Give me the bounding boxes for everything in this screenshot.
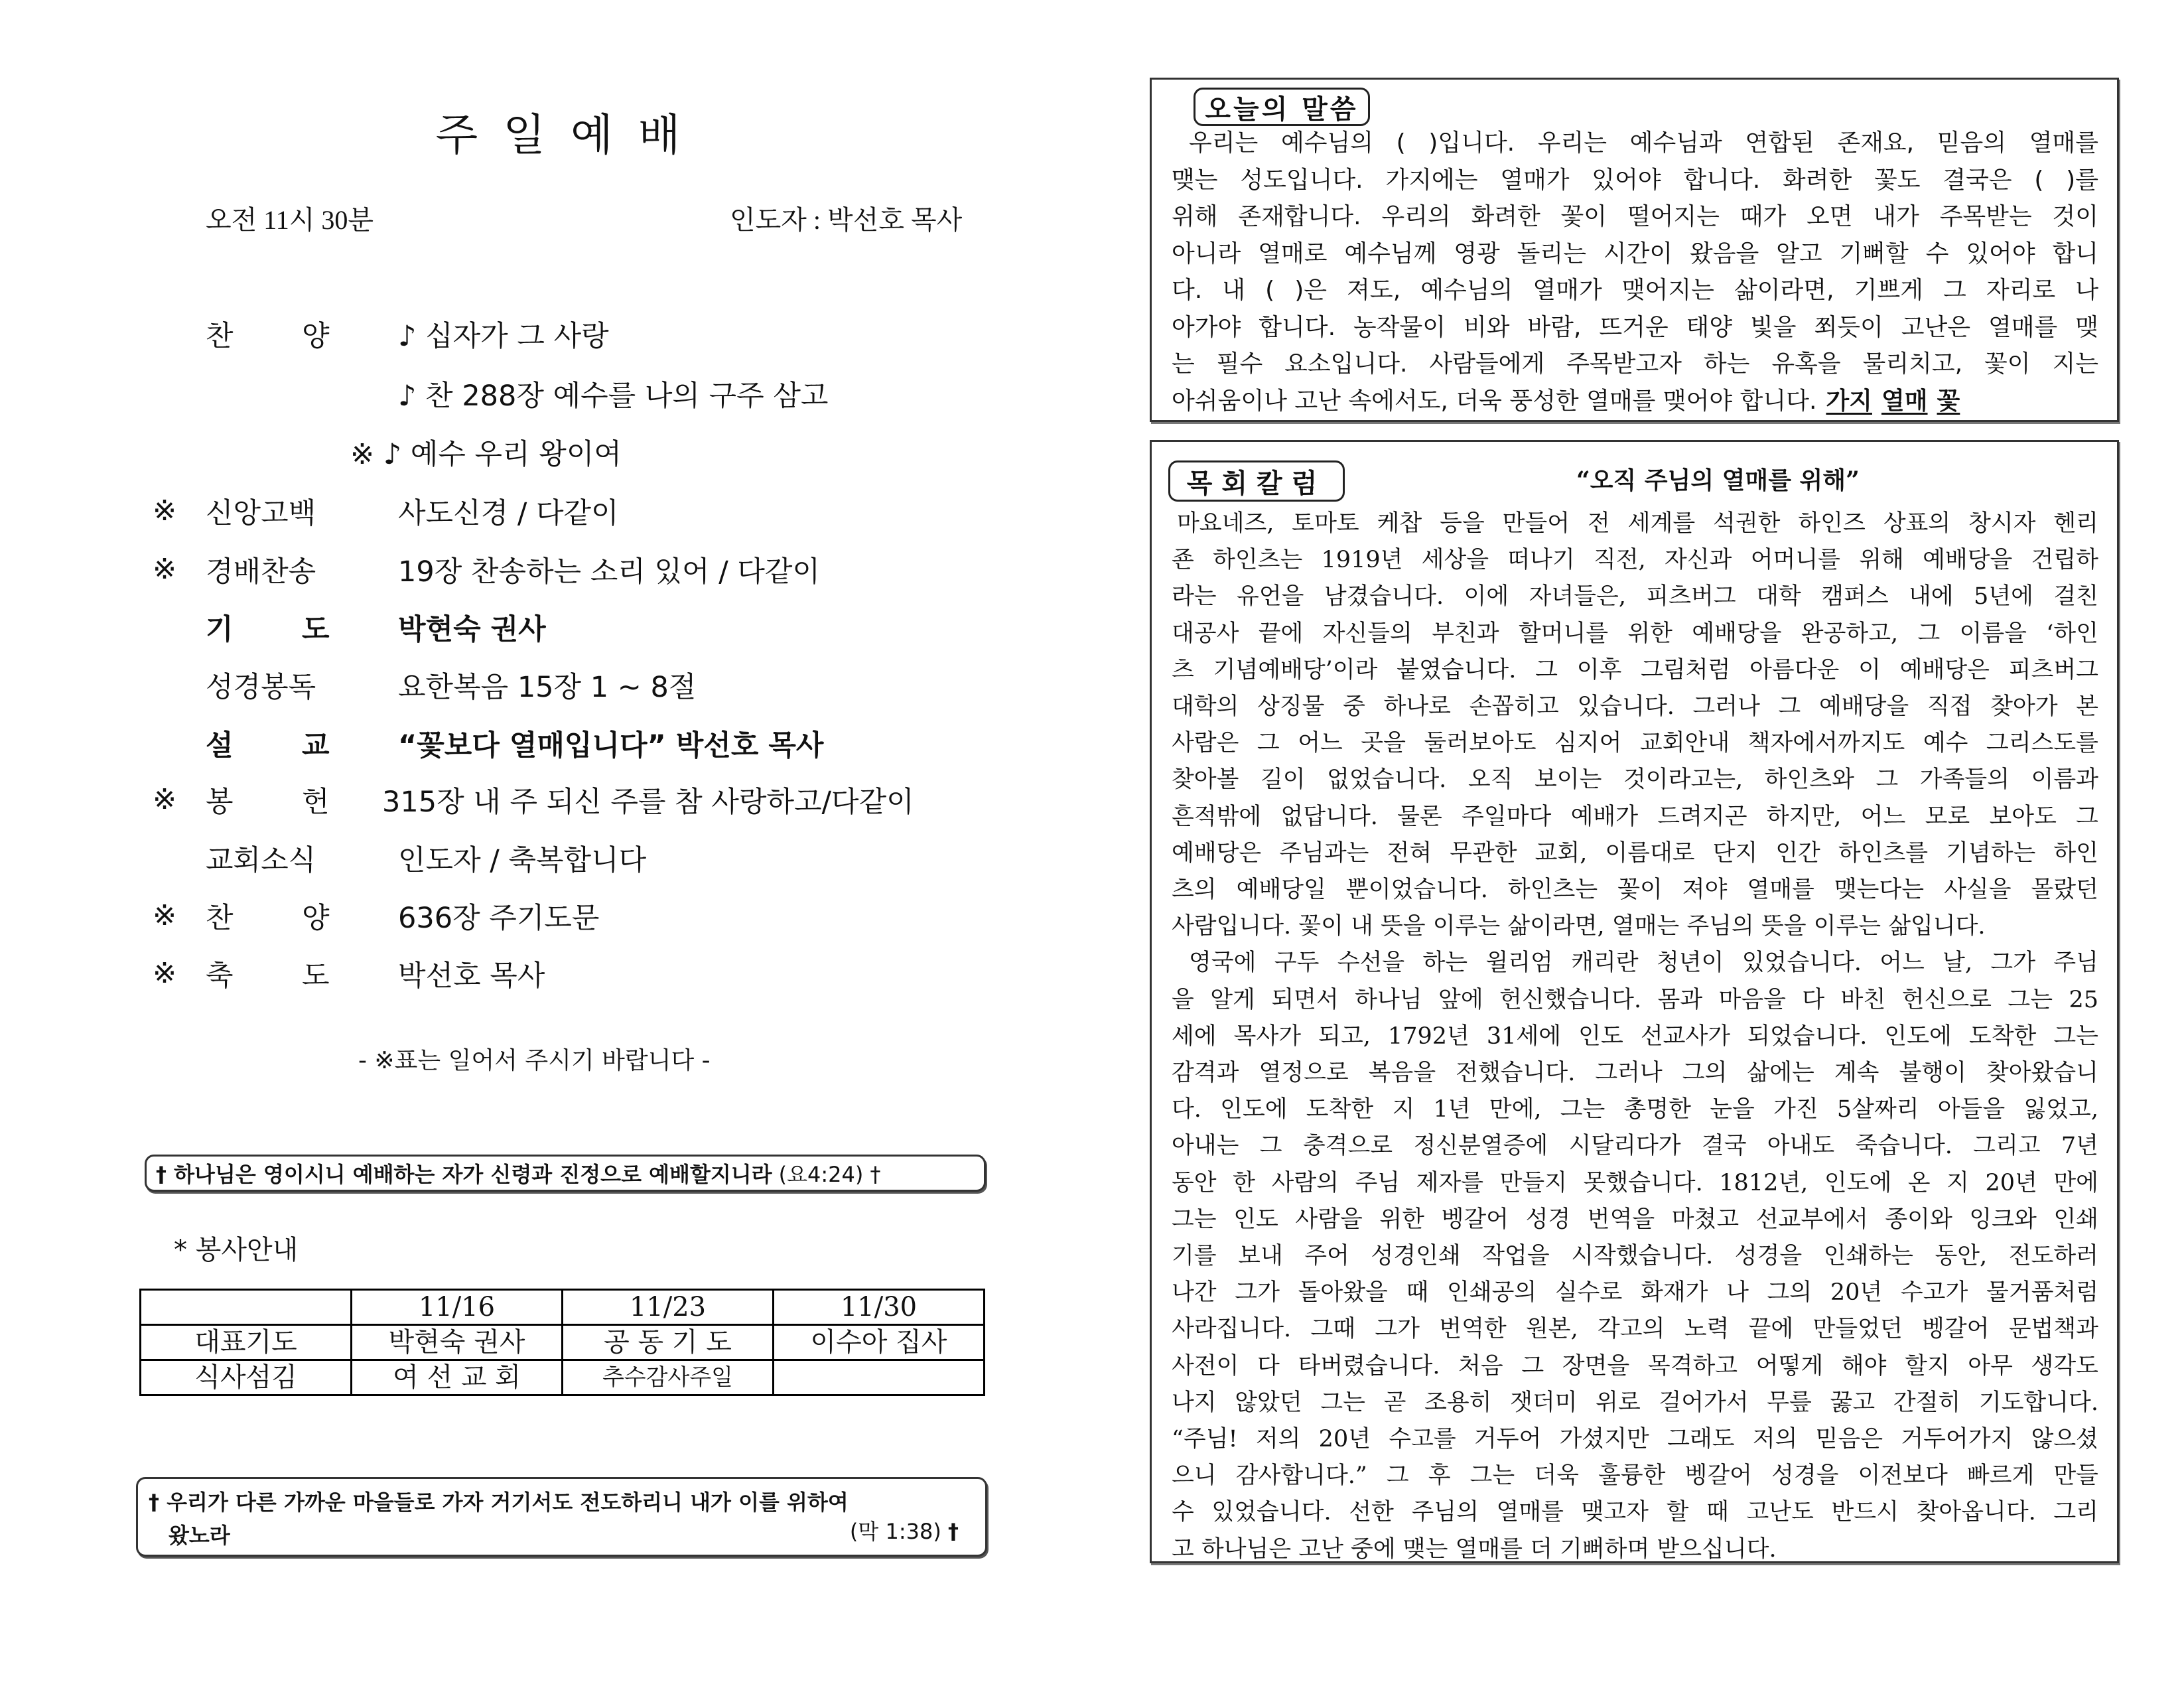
order-item xyxy=(153,950,545,997)
text-line: 흔적밖에 없답니다. 물론 주일마다 예배가 드려지곤 하지만, 어느 모로 보아도 그 xyxy=(1172,803,2098,830)
standing-mark: ※ xyxy=(153,957,177,990)
verse-line-2: 왔노라 xyxy=(169,1523,230,1548)
text-line: 으니 감사합니다.” 그 후 그는 더욱 훌륭한 벵갈어 성경을 이전보다 빠르게 만들 xyxy=(1172,1462,2098,1490)
order-value: ♪ 십자가 그 사랑 xyxy=(398,319,609,353)
text-line xyxy=(1172,162,2098,199)
order-item xyxy=(153,720,823,766)
order-label xyxy=(206,314,398,354)
text-line: 찾아볼 길이 없었습니다. 오직 보이는 것이라고는, 하인츠와 그 가족들의 이름과 xyxy=(1172,766,2098,794)
text-line: 나간 그가 돌아왔을 때 인쇄공의 실수로 화재가 나 그의 20년 수고가 물거품처럼 xyxy=(1172,1279,2098,1306)
order-label-part: 도 xyxy=(302,959,330,993)
table-cell: 식사섬김 xyxy=(141,1360,352,1395)
order-label-part: 도 xyxy=(302,612,330,646)
verse-text: † 하나님은 영이시니 예배하는 자가 신령과 진정으로 예배할지니라 xyxy=(156,1162,772,1187)
order-item xyxy=(153,776,914,823)
answer-keyword: 열매 xyxy=(1881,387,1928,415)
order-item xyxy=(153,604,546,650)
verse-line-1: † 우리가 다른 가까운 마을들로 가자 거기서도 전도하리니 내가 이를 위하여 xyxy=(149,1490,849,1515)
service-leader: 인도자 : 박선호 목사 xyxy=(730,205,963,235)
pastoral-column-title: “오직 주님의 열매를 위해” xyxy=(1576,466,1860,494)
text-line: 대공사 끝에 자신들의 부친과 할머니를 위한 예배당을 완공하고, 그 이름을 ‘하인 xyxy=(1172,620,2098,647)
order-label xyxy=(206,953,398,994)
order-label: 신앙고백 xyxy=(206,496,316,530)
order-label-part: 교 xyxy=(302,729,330,762)
order-value: 636장 주기도문 xyxy=(398,901,600,935)
text-line: 예배당은 주님과는 전혀 무관한 교회, 이름대로 단지 인간 하인츠를 기념하는 하인 xyxy=(1172,839,2098,867)
order-item xyxy=(153,892,599,939)
text-line: 아내는 그 충격으로 정신분열증에 시달리다가 결국 아내도 죽습니다. 그리고 7년 xyxy=(1172,1133,2098,1160)
text-line: 사라집니다. 그때 그가 번역한 원본, 각고의 노력 끝에 만들었던 벵갈어 문법책과 xyxy=(1172,1316,2098,1343)
text-line: 그는 인도 사람을 위한 벵갈어 성경 번역을 마쳤고 선교부에서 종이와 잉크와 인쇄 xyxy=(1172,1206,2098,1233)
text-line: 세에 목사가 되고, 1792년 31세에 인도 선교사가 되었습니다. 인도에 도착한 그는 xyxy=(1172,1022,2098,1050)
order-value: 19장 찬송하는 소리 있어 / 다같이 xyxy=(398,555,821,589)
text-line: 을 알게 되면서 하나님 앞에 헌신했습니다. 몸과 마음을 다 바친 헌신으로 그는 25 xyxy=(1172,986,2098,1013)
standing-mark: ※ xyxy=(153,553,177,586)
text-line: 츠 기념예배당’이라 붙였습니다. 그 이후 그림처럼 아름다운 이 예배당은 피츠버그 xyxy=(1172,656,2098,683)
table-cell: 여 선 교 회 xyxy=(352,1360,563,1395)
text-line-content: 아쉬움이나 고난 속에서도, 더욱 풍성한 열매를 맺어야 합니다. xyxy=(1172,387,1817,415)
order-label xyxy=(206,377,398,410)
text-line: 나지 않았던 그는 곧 조용히 잿더미 위로 걸어가서 무릎 꿇고 간절히 기도합니다. xyxy=(1172,1389,2098,1416)
order-label-part: 양 xyxy=(302,319,330,353)
verse-box-mark xyxy=(136,1477,987,1557)
order-item xyxy=(153,546,820,593)
text-line: 죤 하인츠는 1919년 세상을 떠나기 직전, 자신과 어머니를 위해 예배당을 건립하 xyxy=(1172,547,2098,574)
todays-word-body xyxy=(1172,125,2098,419)
order-label-part: 기 xyxy=(206,612,234,646)
text-line-content: 우리는 예수님의 ( )입니다. 우리는 예수님과 연합된 존재요, 믿음의 열매를 xyxy=(1189,129,2098,157)
verse-box-john xyxy=(145,1155,986,1192)
order-value: 인도자 / 축복합니다 xyxy=(398,843,647,877)
order-label-part: 봉 xyxy=(206,785,234,819)
text-line-content: 는 필수 요소입니다. 사람들에게 주목받고자 하는 유혹을 물리치고, 꽃이 지는 xyxy=(1172,350,2098,378)
order-value: “꽃보다 열매입니다” 박선호 목사 xyxy=(398,729,824,762)
order-label-part: 헌 xyxy=(302,785,330,819)
text-line xyxy=(1172,309,2098,346)
order-item xyxy=(153,311,609,357)
order-item xyxy=(153,429,622,475)
table-header-cell: 11/23 xyxy=(563,1290,774,1325)
table-cell: 공 동 기 도 xyxy=(563,1325,774,1360)
text-line: 기를 보내 주어 성경인쇄 작업을 시작했습니다. 성경을 인쇄하는 동안, 전도하러 xyxy=(1172,1243,2098,1270)
text-line-content: 다. 내 ( )은 져도, 예수님의 열매가 맺어지는 삶이라면, 기쁘게 그 자리로 나 xyxy=(1172,277,2098,304)
text-line: 라는 유언을 남겼습니다. 이에 자녀들은, 피츠버그 대학 캠퍼스 내에 5년에 걸친 xyxy=(1172,583,2098,610)
table-cell: 박현숙 권사 xyxy=(352,1325,563,1360)
table-row xyxy=(141,1325,985,1360)
cross-icon: † xyxy=(948,1519,959,1544)
text-line: 대학의 상징물 중 하나로 손꼽히고 있습니다. 그러나 그 예배당을 직접 찾아가 본 xyxy=(1172,693,2098,721)
standing-mark: ※ xyxy=(153,783,177,816)
stand-note: - ※표는 일어서 주시기 바랍니다 - xyxy=(358,1047,711,1074)
verse-reference xyxy=(850,1515,959,1548)
service-table xyxy=(139,1289,985,1396)
text-line xyxy=(1172,346,2098,383)
order-label xyxy=(206,723,398,764)
standing-mark: ※ xyxy=(153,899,177,932)
text-line: 다. 인도에 도착한 지 1년 만에, 그는 총명한 눈을 가진 5살짜리 아들을 잃었고, xyxy=(1172,1096,2098,1123)
page-title: 주일예배 xyxy=(435,109,706,161)
text-line: 마요네즈, 토마토 케찹 등을 만들어 전 세계를 석권한 하인즈 상표의 창시자 헨리 xyxy=(1177,510,2098,537)
order-item xyxy=(153,662,696,708)
text-line xyxy=(1172,198,2098,236)
text-line xyxy=(1172,125,2098,162)
order-label-part: 양 xyxy=(302,901,330,935)
text-line: 감격과 열정으로 복음을 전했습니다. 그러나 그의 삶에는 계속 불행이 찾아왔습니 xyxy=(1172,1060,2098,1087)
order-value: 박현숙 권사 xyxy=(398,612,546,646)
text-line-content: 위해 존재합니다. 우리의 화려한 꽃이 떨어지는 때가 오면 내가 주목받는 것이 xyxy=(1172,203,2098,230)
order-value: 박선호 목사 xyxy=(398,959,545,993)
answer-keyword: 꽃 xyxy=(1937,387,1960,415)
text-line: 사전이 다 타버렸습니다. 처음 그 장면을 목격하고 어떻게 해야 할지 아무 생각도 xyxy=(1172,1352,2098,1379)
pastoral-column-panel xyxy=(1150,440,2119,1563)
text-line: 사람은 그 어느 곳을 둘러보아도 심지어 교회안내 책자에서까지도 예수 그리스도를 xyxy=(1172,730,2098,757)
text-line-content: 맺는 성도입니다. 가지에는 열매가 있어야 합니다. 화려한 꽃도 결국은 ( )를 xyxy=(1172,166,2098,194)
text-line: 수 있었습니다. 선한 주님의 열매를 맺고자 할 때 고난도 반드시 찾아옵니다. 그리 xyxy=(1172,1499,2098,1526)
table-cell: 대표기도 xyxy=(141,1325,352,1360)
table-cell xyxy=(774,1360,985,1395)
order-label-part: 설 xyxy=(206,729,234,762)
table-header-row xyxy=(141,1290,985,1325)
text-line: 고 하나님은 고난 중에 맺는 열매를 더 기뻐하며 받으십니다. xyxy=(1172,1535,1777,1563)
text-line xyxy=(1172,236,2098,273)
order-label-part: 찬 xyxy=(206,319,234,353)
table-cell: 추수감사주일 xyxy=(563,1360,774,1395)
pastoral-column-tag: 목회칼럼 xyxy=(1168,460,1345,502)
order-item xyxy=(153,370,828,417)
order-label xyxy=(206,780,398,820)
order-label: 교회소식 xyxy=(206,843,316,877)
order-value: 사도신경 / 다같이 xyxy=(398,496,619,530)
order-value: ※ ♪ 예수 우리 왕이여 xyxy=(350,437,622,471)
text-line xyxy=(1172,383,2098,420)
order-label xyxy=(206,896,398,936)
order-label-part: 축 xyxy=(206,959,234,993)
order-value: 요한복음 15장 1 ~ 8절 xyxy=(398,670,697,704)
text-line: 츠의 예배당일 뿐이었습니다. 하인츠는 꽃이 져야 열매를 맺는다는 사실을 몰랐던 xyxy=(1172,877,2098,904)
text-line-content: 아가야 합니다. 농작물이 비와 바람, 뜨거운 태양 빛을 쬐듯이 고난은 열매를 맺 xyxy=(1172,313,2098,341)
text-line: “주님! 저의 20년 수고를 거두어 가셨지만 그래도 저의 믿음은 거두어가지 않으셨 xyxy=(1172,1426,2098,1453)
service-time: 오전 11시 30분 xyxy=(206,205,374,235)
order-item xyxy=(153,488,619,534)
order-item xyxy=(153,835,646,881)
todays-word-tag: 오늘의 말씀 xyxy=(1194,88,1370,126)
text-line xyxy=(1172,272,2098,309)
todays-word-panel xyxy=(1150,78,2119,422)
order-value: ♪ 찬 288장 예수를 나의 구주 삼고 xyxy=(398,379,829,413)
table-row xyxy=(141,1360,985,1395)
verse-reference: (요4:24) † xyxy=(778,1162,881,1187)
order-label-part: 찬 xyxy=(206,901,234,935)
table-header-cell: 11/16 xyxy=(352,1290,563,1325)
text-line: 사람입니다. 꽃이 내 뜻을 이루는 삶이라면, 열매는 주님의 뜻을 이루는 삶입니다. xyxy=(1172,913,1986,940)
order-label xyxy=(206,607,398,648)
table-cell: 이수아 집사 xyxy=(774,1325,985,1360)
answer-keyword: 가지 xyxy=(1826,387,1872,415)
verse-reference-text: (막 1:38) xyxy=(849,1519,941,1544)
standing-mark: ※ xyxy=(153,494,177,528)
text-line: 영국에 구두 수선을 하는 윌리엄 캐리란 청년이 있었습니다. 어느 날, 그가 주님 xyxy=(1189,950,2098,977)
pastoral-column-body xyxy=(1172,506,2098,1568)
order-label: 경배찬송 xyxy=(206,555,316,589)
text-line: 동안 한 사람의 주님 제자를 만들지 못했습니다. 1812년, 인도에 온 지 20년 만에 xyxy=(1172,1169,2098,1196)
order-label: 성경봉독 xyxy=(206,670,316,704)
text-line-content: 아니라 열매로 예수님께 영광 돌리는 시간이 왔음을 알고 기뻐할 수 있어야 합니 xyxy=(1172,240,2098,267)
table-header-cell: 11/30 xyxy=(774,1290,985,1325)
service-heading: * 봉사안내 xyxy=(174,1235,299,1265)
table-header-cell xyxy=(141,1290,352,1325)
order-value: 315장 내 주 되신 주를 참 사랑하고/다같이 xyxy=(382,785,914,819)
